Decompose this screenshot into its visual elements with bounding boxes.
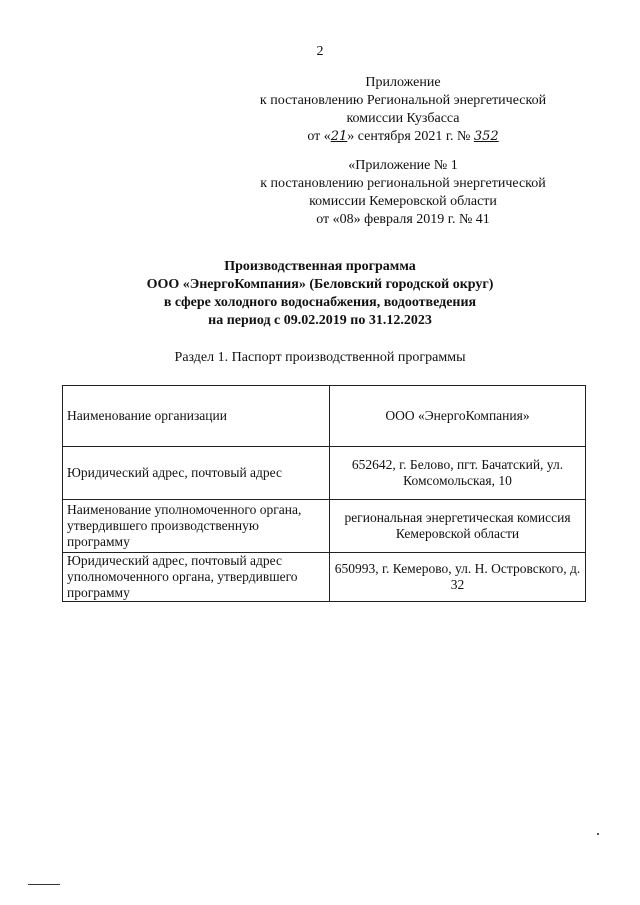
annex-original-line: от «08» февраля 2019 г. № 41 xyxy=(316,212,490,227)
date-day-handwritten: 21 xyxy=(330,129,348,144)
table-row xyxy=(63,386,586,447)
title-line: ООО «ЭнергоКомпания» (Беловский городской округ) xyxy=(146,277,494,292)
passport-table xyxy=(62,385,586,602)
table-row xyxy=(63,447,586,500)
annex-current-line: Приложение xyxy=(365,75,441,90)
table-cell-param: Наименование уполномоченного органа, утвердившего производственную программу xyxy=(63,500,330,553)
annex-original-line: «Приложение № 1 xyxy=(348,158,458,173)
annex-current-line: к постановлению Региональной энергетической xyxy=(259,93,547,108)
table-row xyxy=(63,500,586,553)
title-line: Производственная программа xyxy=(224,259,416,274)
table-cell-param: Юридический адрес, почтовый адрес уполномоченного органа, утвердившего программу xyxy=(63,553,330,602)
table-cell-value: 652642, г. Белово, пгт. Бачатский, ул. Комсомольская, 10 xyxy=(330,447,586,500)
table-cell-param: Наименование организации xyxy=(63,386,330,447)
table-cell-value: региональная энергетическая комиссия Кемеровской области xyxy=(330,500,586,553)
title-line: в сфере холодного водоснабжения, водоотведения xyxy=(163,295,477,310)
annex-original-line: комиссии Кемеровской области xyxy=(309,194,497,209)
title-line: на период с 09.02.2019 по 31.12.2023 xyxy=(208,313,432,328)
footer-mark xyxy=(28,884,60,885)
document-title xyxy=(60,258,580,330)
date-prefix: от « xyxy=(307,129,331,144)
annex-original-line: к постановлению региональной энергетической xyxy=(260,176,546,191)
section-heading: Раздел 1. Паспорт производственной программы xyxy=(174,350,466,365)
annex-current-date xyxy=(240,128,566,146)
page-number: 2 xyxy=(316,44,324,59)
scan-dot-mark xyxy=(597,833,599,835)
date-middle: » сентября 2021 г. № xyxy=(347,129,471,144)
table-cell-value: ООО «ЭнергоКомпания» xyxy=(330,386,586,447)
table-cell-param: Юридический адрес, почтовый адрес xyxy=(63,447,330,500)
annex-current-line: комиссии Кузбасса xyxy=(346,111,460,126)
table-row xyxy=(63,553,586,602)
date-number-handwritten: 352 xyxy=(473,129,499,144)
annex-original xyxy=(240,157,566,229)
table-cell-value: 650993, г. Кемерово, ул. Н. Островского, д. 32 xyxy=(330,553,586,602)
annex-current xyxy=(240,74,566,146)
